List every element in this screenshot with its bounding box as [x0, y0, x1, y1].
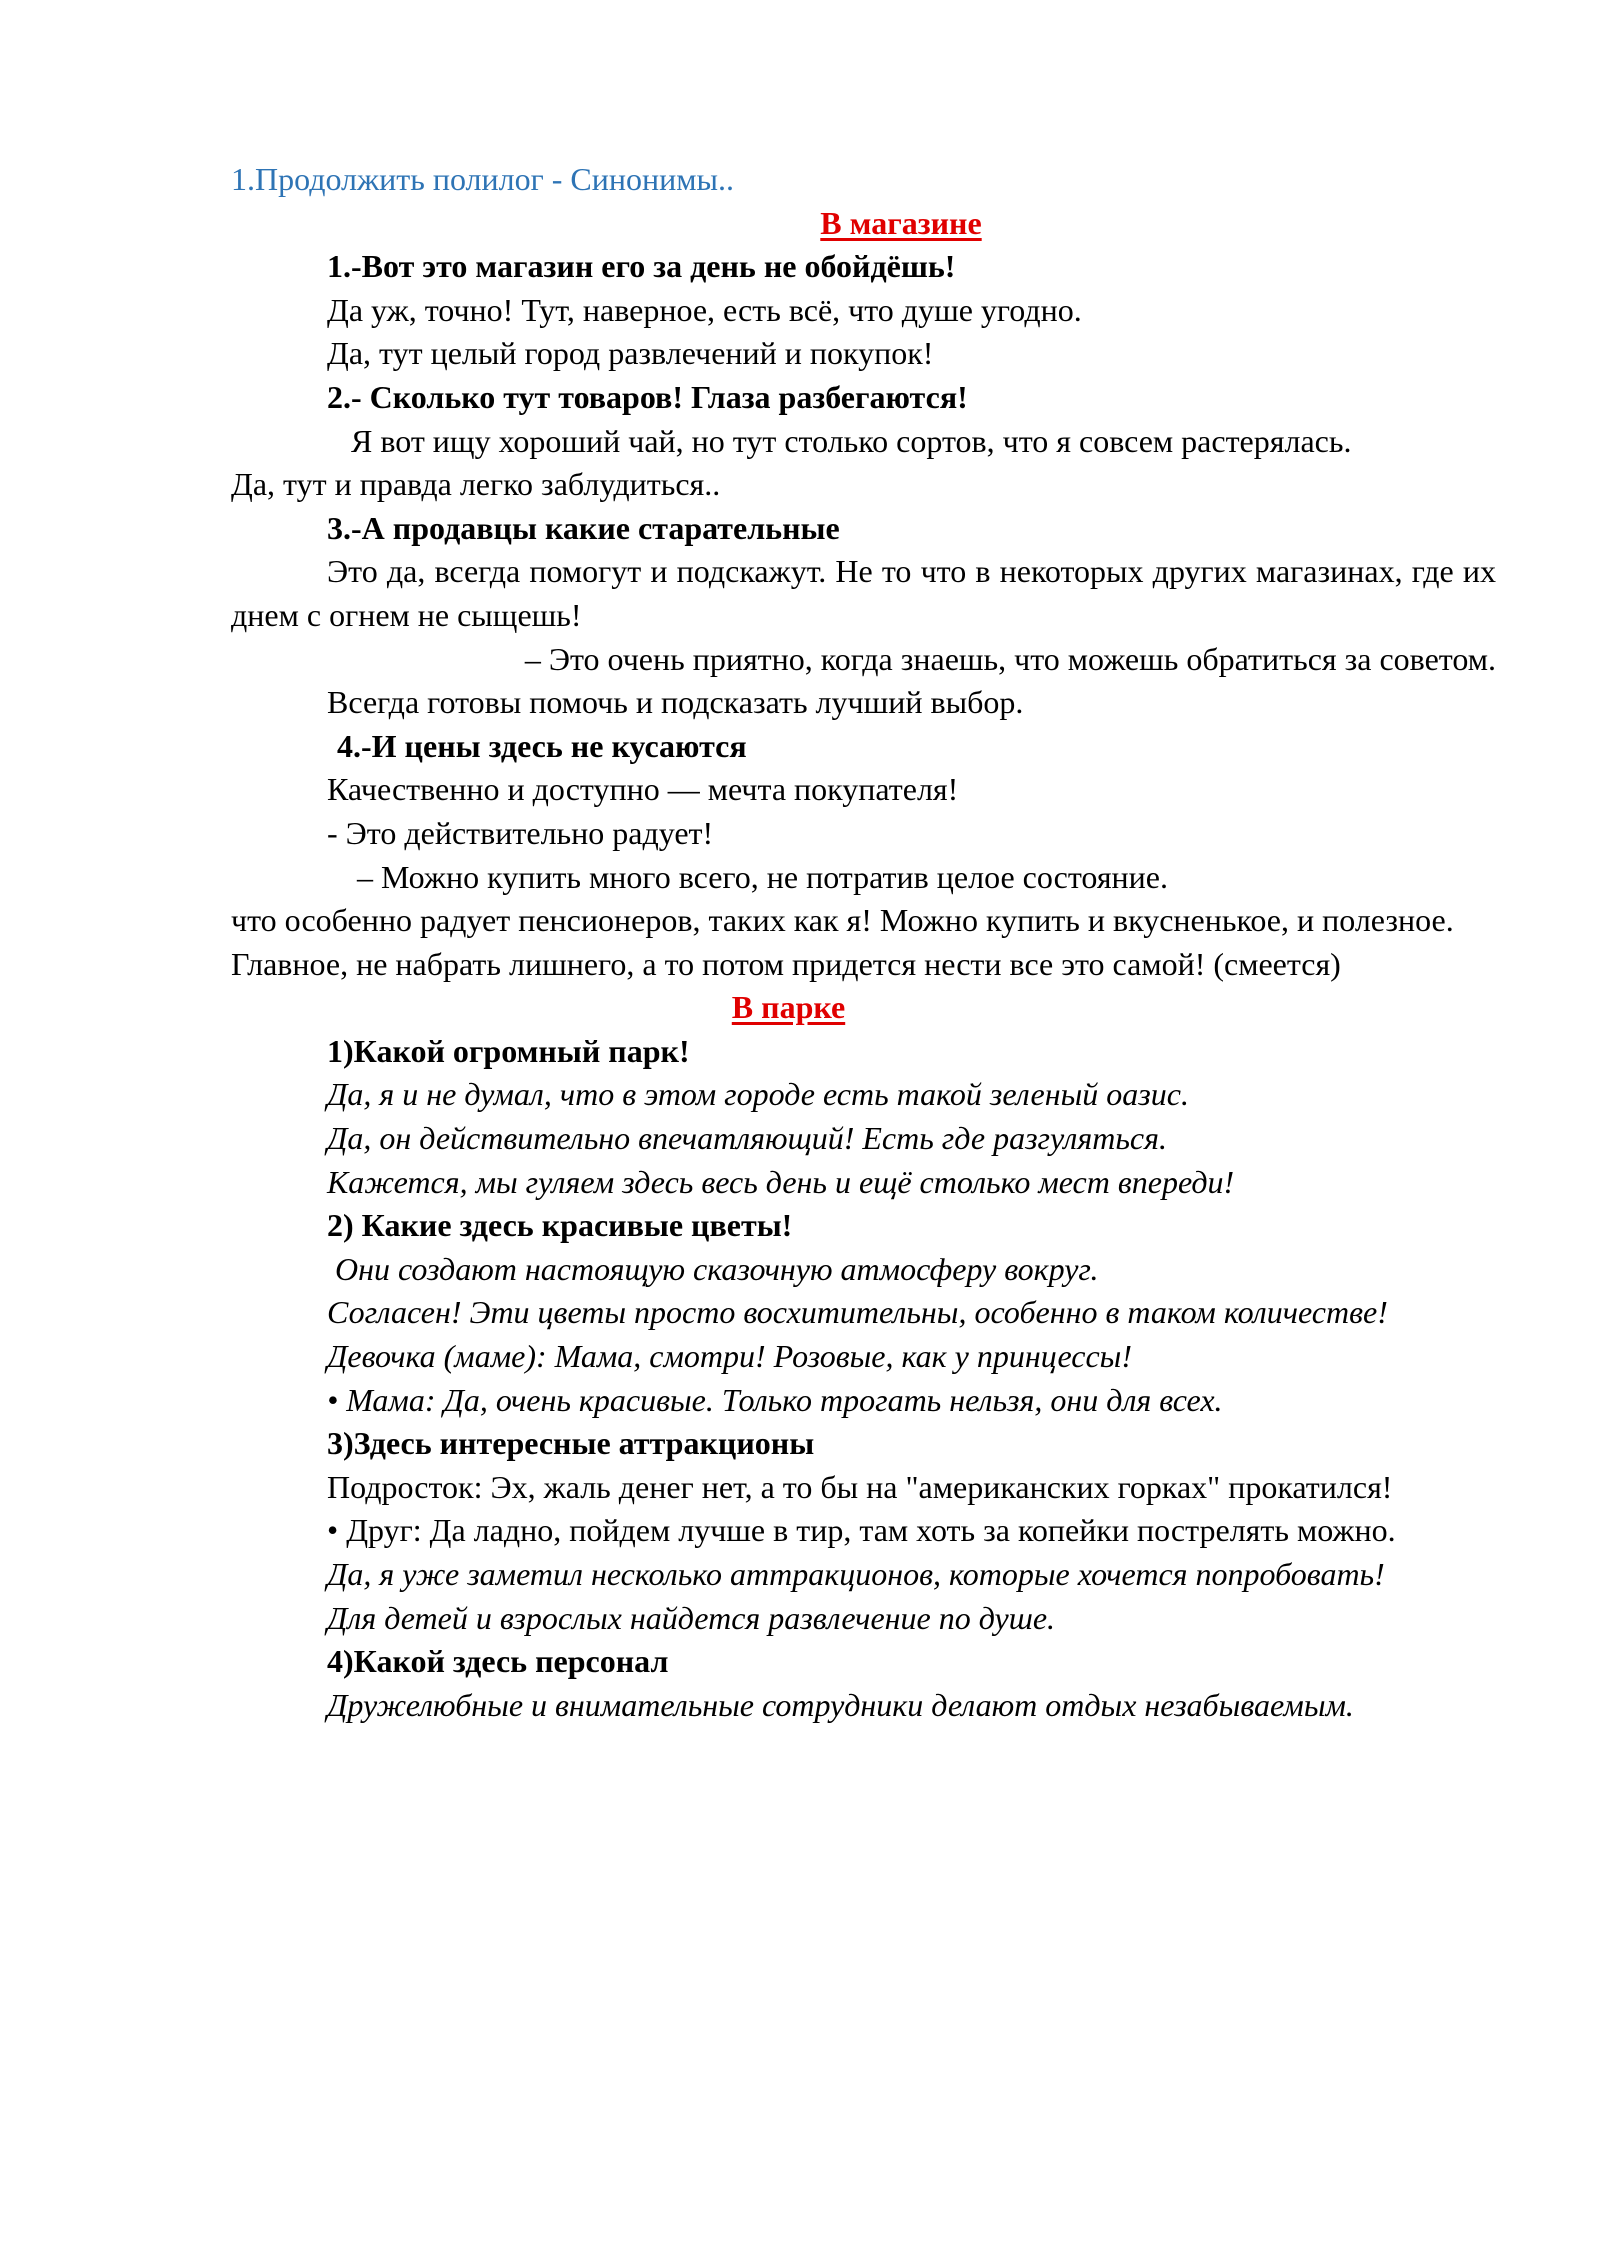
- dialogue-line: – Можно купить много всего, не потратив целое состояние.: [357, 858, 1168, 895]
- dialogue-line: 2) Какие здесь красивые цветы!: [327, 1207, 793, 1244]
- dialogue-line: 4.-И цены здесь не кусаются: [337, 727, 747, 764]
- dialogue-line: Кажется, мы гуляем здесь весь день и ещё столько мест впереди!: [327, 1163, 1235, 1200]
- dialogue-line: 1)Какой огромный парк!: [327, 1032, 690, 1069]
- dialogue-line: Они создают настоящую сказочную атмосферу вокруг.: [335, 1250, 1099, 1287]
- task-title: 1.Продолжить полилог - Синонимы..: [231, 161, 734, 197]
- dialogue-line: 4)Какой здесь персонал: [327, 1643, 669, 1680]
- dialogue-line: Я вот ищу хороший чай, но тут столько сортов, что я совсем растерялась.: [351, 422, 1352, 459]
- dialogue-line: Для детей и взрослых найдется развлечение по душе.: [327, 1599, 1056, 1636]
- section-heading-park: В парке: [731, 989, 846, 1026]
- dialogue-line: • Друг: Да ладно, пойдем лучше в тир, там хоть за копейки пострелять можно.: [327, 1512, 1396, 1549]
- dialogue-line: • Мама: Да, очень красивые. Только трогать нельзя, они для всех.: [327, 1381, 1223, 1418]
- dialogue-line: Дружелюбные и внимательные сотрудники делают отдых незабываемым.: [327, 1686, 1354, 1723]
- dialogue-line: Это да, всегда помогут и подскажут. Не то что в некоторых других магазинах, где их днем с огнем не сыщешь!: [231, 553, 1496, 633]
- dialogue-line: – Это очень приятно, когда знаешь, что можешь обратиться за советом.: [524, 640, 1496, 677]
- section-heading-shop: В магазине: [820, 204, 982, 241]
- dialogue-line: Да, тут и правда легко заблудиться..: [231, 466, 721, 503]
- dialogue-line: - Это действительно радует!: [327, 814, 714, 851]
- dialogue-line: Главное, не набрать лишнего, а то потом придется нести все это самой! (смеется): [231, 945, 1341, 982]
- dialogue-line: Да, я и не думал, что в этом городе есть такой зеленый оазис.: [327, 1076, 1189, 1113]
- dialogue-line: Всегда готовы помочь и подсказать лучший выбор.: [327, 684, 1024, 721]
- dialogue-line: что особенно радует пенсионеров, таких как я! Можно купить и вкусненькое, и полезное.: [231, 902, 1454, 939]
- dialogue-line: Да уж, точно! Тут, наверное, есть всё, что душе угодно.: [327, 291, 1082, 328]
- dialogue-line: Согласен! Эти цветы просто восхитительны, особенно в таком количестве!: [327, 1294, 1388, 1331]
- dialogue-line: 3.-А продавцы какие старательные: [327, 509, 840, 546]
- dialogue-line: Качественно и доступно — мечта покупателя!: [327, 771, 959, 808]
- dialogue-line: 3)Здесь интересные аттракционы: [327, 1425, 815, 1462]
- dialogue-line: Да, тут целый город развлечений и покупок!: [327, 335, 934, 372]
- document-body: [231, 158, 1496, 1727]
- dialogue-line: 1.-Вот это магазин его за день не обойдёшь!: [327, 248, 956, 285]
- dialogue-line: 2.- Сколько тут товаров! Глаза разбегаются!: [327, 378, 968, 415]
- dialogue-line: Подросток: Эх, жаль денег нет, а то бы на "американских горках" прокатился!: [327, 1468, 1393, 1505]
- dialogue-line: Девочка (маме): Мама, смотри! Розовые, как у принцессы!: [327, 1338, 1132, 1375]
- dialogue-line: Да, я уже заметил несколько аттракционов, которые хочется попробовать!: [327, 1556, 1385, 1592]
- dialogue-line: Да, он действительно впечатляющий! Есть где разгуляться.: [327, 1120, 1167, 1157]
